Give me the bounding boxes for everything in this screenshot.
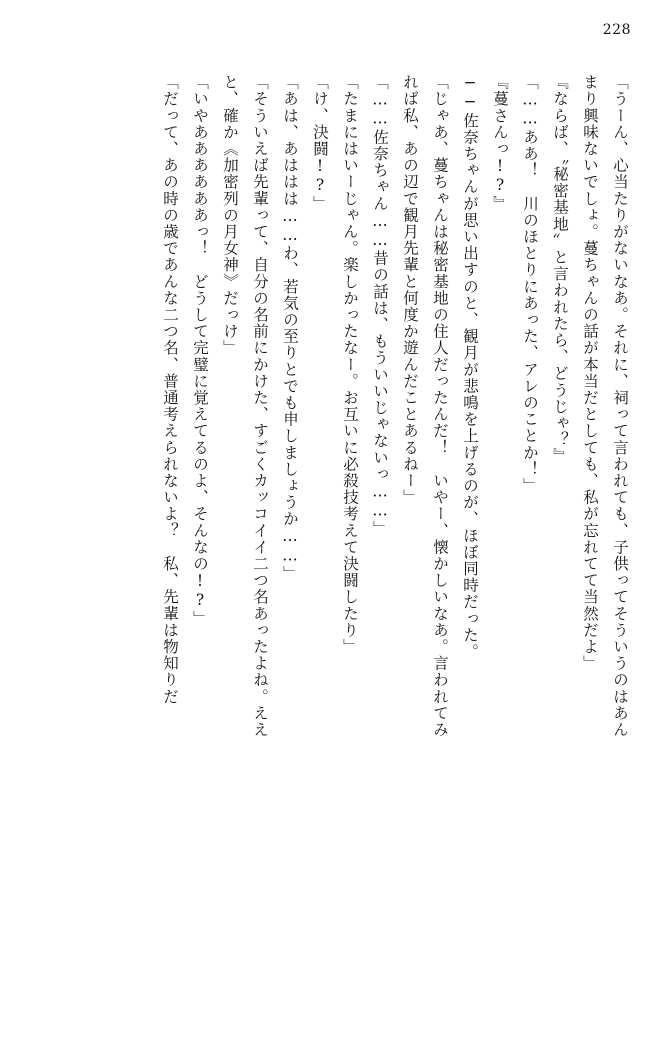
text-line: 『ならば、〝秘密基地〟と言われたら、どうじゃ？』 <box>551 74 569 465</box>
text-line: れば私、あの辺で観月先輩と何度か遊んだことあるねー」 <box>401 74 419 506</box>
text-line: 「……ああ！ 川のほとりにあった、アレのことか！」 <box>521 74 539 494</box>
text-line: 「あは、あははは……わ、若気の至りとでも申しましょうか……」 <box>281 74 299 582</box>
text-line: と、確か《加密列の月女神》だっけ」 <box>221 74 239 357</box>
text-line: 『蔓さんっ!?』 <box>491 74 509 212</box>
text-line: ──佐奈ちゃんが思い出すのと、観月が悲鳴を上げるのが、ほぼ同時だった。 <box>461 74 479 660</box>
text-line: 「そういえば先輩って、自分の名前にかけた、すごくカッコイイ二つ名あったよね。ええ <box>251 74 269 738</box>
text-line: 「け、決闘!?」 <box>311 74 329 212</box>
text-line: 「だって、あの時の歳であんな二つ名、普通考えられないよ？ 私、先輩は物知りだ <box>161 74 179 705</box>
text-line: 「じゃあ、蔓ちゃんは秘密基地の住人だったんだ！ いやー、懐かしいなあ。言われてみ <box>431 74 449 738</box>
text-line: まり興味ないでしょ。蔓ちゃんの話が本当だとしても、私が忘れてて当然だよ」 <box>581 74 599 672</box>
text-line: 「……佐奈ちゃん……昔の話は、もういいじゃないっ……」 <box>371 74 389 538</box>
vertical-text-body <box>30 74 635 1024</box>
text-line: 「うーん、心当たりがないなあ。それに、祠って言われても、子供ってそういうのはあん <box>611 74 629 738</box>
text-line: 「いやああああああっ！ どうして完璧に覚えてるのよ、そんなの!?」 <box>191 74 209 627</box>
page-number: 228 <box>602 22 631 38</box>
text-line: 「たまにはいーじゃん。楽しかったなー。お互いに必殺技考えて決闘したり」 <box>341 74 359 655</box>
